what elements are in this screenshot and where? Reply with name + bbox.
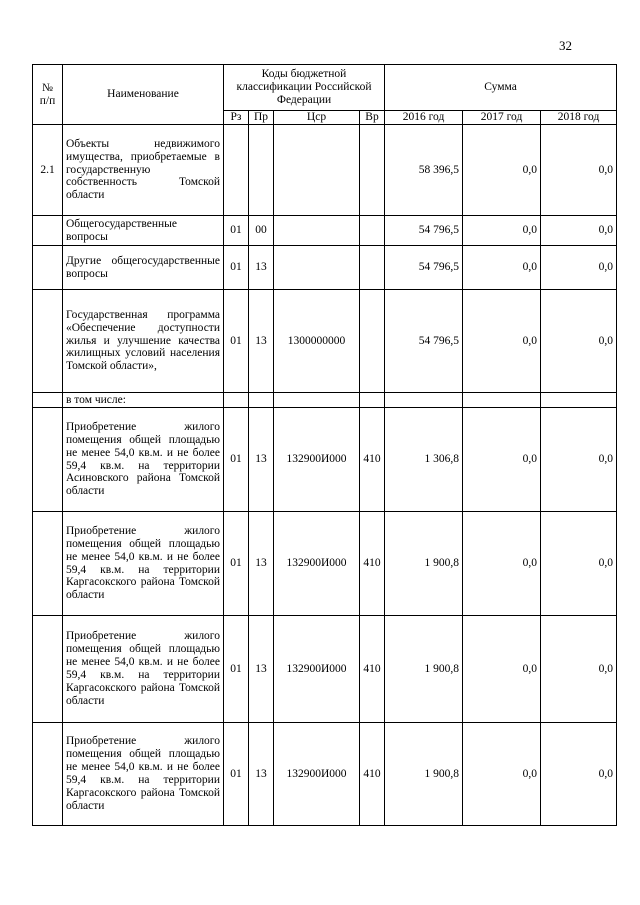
row-num (33, 512, 63, 616)
row-2016: 54 796,5 (385, 290, 463, 393)
table-row (33, 408, 617, 512)
row-name: Приобретение жилого помещения общей площадью не менее 54,0 кв.м. и не более 59,4 кв.м. на территории Каргасокского района Томской области (63, 723, 224, 826)
row-pr: 13 (249, 290, 274, 393)
row-2018: 0,0 (541, 246, 617, 290)
row-name: Приобретение жилого помещения общей площадью не менее 54,0 кв.м. и не более 59,4 кв.м. на территории Каргасокского района Томской области (63, 616, 224, 723)
row-rz: 01 (224, 216, 249, 246)
row-rz: 01 (224, 616, 249, 723)
header-rz: Рз (224, 111, 249, 125)
table-row (33, 125, 617, 216)
row-rz: 01 (224, 408, 249, 512)
row-2016: 54 796,5 (385, 216, 463, 246)
row-2017: 0,0 (463, 723, 541, 826)
row-pr (249, 125, 274, 216)
row-vr: 410 (360, 616, 385, 723)
row-name: Государственная программа «Обеспечение доступности жилья и улучшение качества жилищных условий населения Томской области», (63, 290, 224, 393)
header-sum: Сумма (385, 65, 617, 111)
row-vr (360, 393, 385, 408)
row-2017: 0,0 (463, 512, 541, 616)
row-2018: 0,0 (541, 216, 617, 246)
row-name: Объекты недвижимого имущества, приобретаемые в государственную собственность Томской области (63, 125, 224, 216)
row-vr: 410 (360, 723, 385, 826)
page-number: 32 (559, 38, 572, 53)
row-name: в том числе: (63, 393, 224, 408)
row-num (33, 216, 63, 246)
header-num: № п/п (33, 65, 63, 125)
row-num (33, 290, 63, 393)
row-2016 (385, 393, 463, 408)
row-rz: 01 (224, 290, 249, 393)
row-2017: 0,0 (463, 616, 541, 723)
header-vr: Вр (360, 111, 385, 125)
row-rz (224, 125, 249, 216)
row-2017 (463, 393, 541, 408)
row-num (33, 723, 63, 826)
row-name: Приобретение жилого помещения общей площадью не менее 54,0 кв.м. и не более 59,4 кв.м. на территории Асиновского района Томской области (63, 408, 224, 512)
header-2016: 2016 год (385, 111, 463, 125)
table-row (33, 723, 617, 826)
budget-table (32, 64, 617, 826)
row-pr: 13 (249, 723, 274, 826)
row-csr (274, 393, 360, 408)
row-rz (224, 393, 249, 408)
row-csr (274, 246, 360, 290)
row-2017: 0,0 (463, 408, 541, 512)
row-2016: 1 900,8 (385, 723, 463, 826)
row-2017: 0,0 (463, 246, 541, 290)
row-vr (360, 125, 385, 216)
row-2018: 0,0 (541, 290, 617, 393)
row-2018: 0,0 (541, 723, 617, 826)
row-csr (274, 216, 360, 246)
row-csr: 132900И000 (274, 723, 360, 826)
row-csr: 1300000000 (274, 290, 360, 393)
row-rz: 01 (224, 512, 249, 616)
row-pr: 13 (249, 246, 274, 290)
row-vr (360, 290, 385, 393)
header-2018: 2018 год (541, 111, 617, 125)
header-row-top (33, 65, 617, 111)
row-2018: 0,0 (541, 512, 617, 616)
row-num: 2.1 (33, 125, 63, 216)
row-num (33, 246, 63, 290)
row-name: Приобретение жилого помещения общей площадью не менее 54,0 кв.м. и не более 59,4 кв.м. на территории Каргасокского района Томской области (63, 512, 224, 616)
row-pr (249, 393, 274, 408)
row-rz: 01 (224, 723, 249, 826)
row-vr (360, 246, 385, 290)
row-num (33, 408, 63, 512)
row-2016: 58 396,5 (385, 125, 463, 216)
row-pr: 00 (249, 216, 274, 246)
row-rz: 01 (224, 246, 249, 290)
row-vr: 410 (360, 512, 385, 616)
table-row (33, 616, 617, 723)
header-codes: Коды бюджетной классификации Российской Федерации (224, 65, 385, 111)
row-vr: 410 (360, 408, 385, 512)
row-2017: 0,0 (463, 216, 541, 246)
row-num (33, 393, 63, 408)
row-name: Другие общегосударственные вопросы (63, 246, 224, 290)
row-2016: 1 306,8 (385, 408, 463, 512)
row-2017: 0,0 (463, 125, 541, 216)
row-name: Общегосударственные вопросы (63, 216, 224, 246)
row-pr: 13 (249, 512, 274, 616)
table-row (33, 512, 617, 616)
row-csr (274, 125, 360, 216)
row-2017: 0,0 (463, 290, 541, 393)
header-pr: Пр (249, 111, 274, 125)
row-vr (360, 216, 385, 246)
header-name: Наименование (63, 65, 224, 125)
row-csr: 132900И000 (274, 616, 360, 723)
row-2018: 0,0 (541, 616, 617, 723)
row-num (33, 616, 63, 723)
row-2016: 1 900,8 (385, 512, 463, 616)
row-2018 (541, 393, 617, 408)
row-2016: 54 796,5 (385, 246, 463, 290)
table-row (33, 216, 617, 246)
row-2016: 1 900,8 (385, 616, 463, 723)
row-2018: 0,0 (541, 408, 617, 512)
row-csr: 132900И000 (274, 512, 360, 616)
row-2018: 0,0 (541, 125, 617, 216)
row-pr: 13 (249, 408, 274, 512)
header-2017: 2017 год (463, 111, 541, 125)
table-row (33, 393, 617, 408)
table-row (33, 246, 617, 290)
row-pr: 13 (249, 616, 274, 723)
row-csr: 132900И000 (274, 408, 360, 512)
table-row (33, 290, 617, 393)
header-csr: Цср (274, 111, 360, 125)
